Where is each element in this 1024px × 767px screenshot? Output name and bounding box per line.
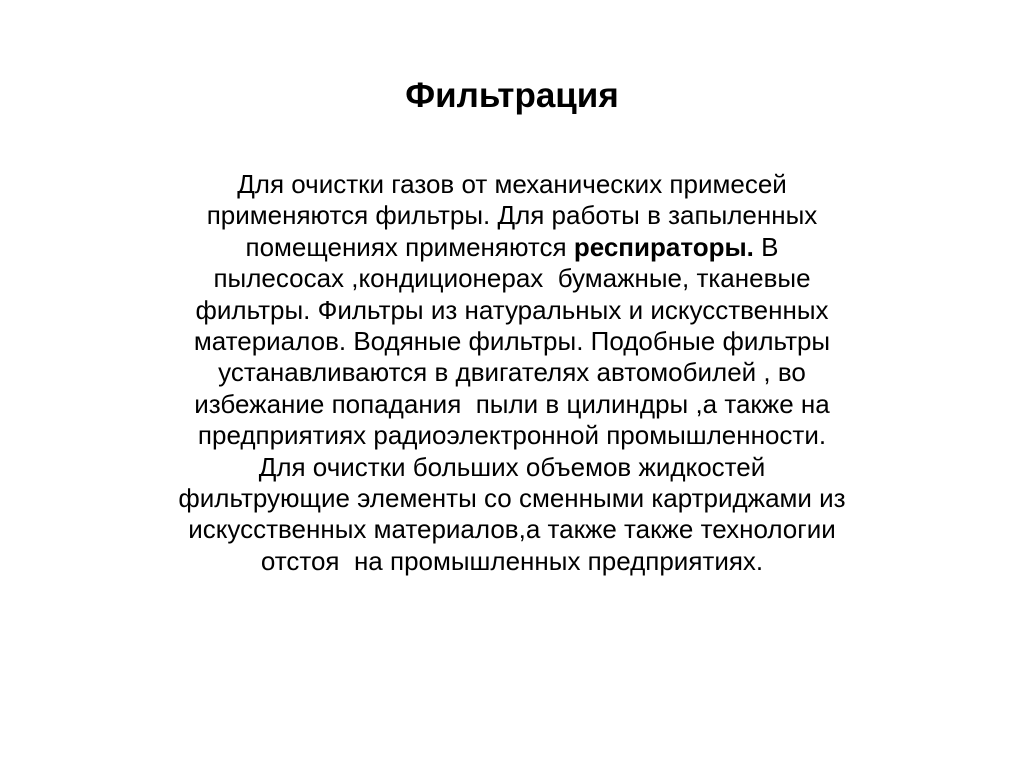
body-line: пылесосах ,кондиционерах бумажные, тканевые [213, 263, 811, 294]
slide-title: Фильтрация [405, 76, 619, 115]
body-line: фильтры. Фильтры из натуральных и искусственных [195, 294, 829, 325]
body-line: материалов. Водяные фильтры. Подобные фильтры [193, 326, 831, 357]
body-line: избежание попадания пыли в цилиндры ,а также на [194, 388, 830, 419]
body-line: предприятиях радиоэлектронной промышленности. [197, 420, 827, 451]
body-line: фильтрующие элементы со сменными картриджами из [178, 483, 846, 514]
bold-term-respirators: респираторы. [573, 231, 754, 262]
body-text-segment: В [753, 231, 779, 262]
body-line [100, 232, 924, 263]
body-line: устанавливаются в двигателях автомобилей , во [218, 357, 806, 388]
body-line: искусственных материалов,а также также технологии [188, 514, 836, 545]
body-line: Для очистки газов от механических примесей [237, 169, 787, 199]
body-line: Для очистки больших объемов жидкостей [258, 451, 766, 482]
body-line: применяются фильтры. Для работы в запыленных [206, 200, 818, 231]
body-line: отстоя на промышленных предприятиях. [260, 545, 764, 576]
body-text-segment: помещениях применяются [245, 231, 574, 262]
slide-body-text [100, 169, 924, 577]
